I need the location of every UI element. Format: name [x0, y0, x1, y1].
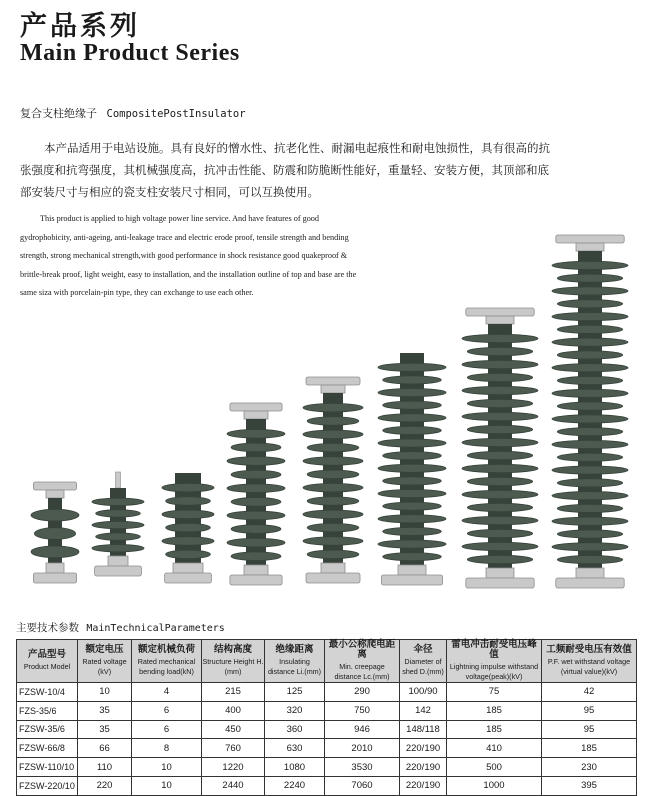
table-cell: 185	[447, 720, 542, 739]
table-cell: 2440	[202, 776, 265, 795]
column-header-cn: 产品型号	[27, 649, 66, 660]
table-row	[17, 776, 637, 795]
table-cell: FZSW-35/6	[17, 720, 78, 739]
page-title-cn: 产品系列	[20, 11, 140, 42]
table-cell: 450	[202, 720, 265, 739]
column-header	[325, 640, 400, 683]
column-header-cn: 伞径	[413, 644, 433, 655]
table-cell: 220/190	[400, 776, 447, 795]
table-cell: 1080	[265, 758, 325, 777]
table-cell: 75	[447, 683, 542, 702]
table-cell: 400	[202, 701, 265, 720]
table-row	[17, 701, 637, 720]
table-row	[17, 683, 637, 702]
table-cell: 125	[265, 683, 325, 702]
column-header-cn: 最小公称爬电距离	[328, 639, 396, 660]
column-header-en: Insulating distance Li.(mm)	[267, 657, 322, 676]
table-cell: 4	[132, 683, 202, 702]
column-header	[542, 640, 637, 683]
column-header	[447, 640, 542, 683]
table-cell: 66	[78, 739, 132, 758]
table-cell: FZSW-10/4	[17, 683, 78, 702]
column-header	[132, 640, 202, 683]
table-cell: 630	[265, 739, 325, 758]
table-cell: 395	[542, 776, 637, 795]
table-cell: 290	[325, 683, 400, 702]
table-cell: 1220	[202, 758, 265, 777]
table-title-en: MainTechnicalParameters	[86, 623, 225, 634]
table-cell: 7060	[325, 776, 400, 795]
table-title-cn: 主要技术参数	[16, 622, 79, 634]
column-header-en: Min. creepage distance Lc.(mm)	[334, 662, 390, 681]
table-cell: 3530	[325, 758, 400, 777]
insulator-photo	[0, 230, 650, 610]
table-cell: 760	[202, 739, 265, 758]
column-header-en: Rated mechanical bending load(kN)	[137, 657, 196, 676]
column-header-en: P.F. wet withstand voltage (virtual value)(kV)	[547, 657, 631, 676]
table-cell: 100/90	[400, 683, 447, 702]
table-cell: 8	[132, 739, 202, 758]
table-cell: 42	[542, 683, 637, 702]
column-header	[400, 640, 447, 683]
table-body	[17, 683, 637, 796]
table-cell: 185	[447, 701, 542, 720]
description-cn: 本产品适用于电站设施。具有良好的憎水性、抗老化性、耐漏电起痕性和耐电蚀损性，具有很高的抗张强度和抗弯强度，其机械强度高，抗冲击性能、防震和防脆断性能好，重量轻、安装方便，其顶部和底部安装尺寸与相应的瓷支柱安装尺寸相同，可以互换使用。	[20, 141, 550, 199]
table-cell: 230	[542, 758, 637, 777]
parameters-table	[16, 639, 637, 796]
table-cell: 2010	[325, 739, 400, 758]
table-cell: 142	[400, 701, 447, 720]
column-header	[17, 640, 78, 683]
table-cell: 946	[325, 720, 400, 739]
column-header-cn: 绝缘距离	[275, 644, 314, 655]
table-cell: 95	[542, 701, 637, 720]
column-header-en: Diameter of shed D.(mm)	[402, 657, 444, 676]
table-row	[17, 739, 637, 758]
column-header-en: Product Model	[23, 662, 71, 671]
column-header-cn: 结构高度	[213, 644, 252, 655]
table-cell: 6	[132, 701, 202, 720]
column-header-en: Lightning impulse withstand voltage(peak)(kV)	[449, 662, 539, 681]
table-cell: 10	[78, 683, 132, 702]
table-cell: 148/118	[400, 720, 447, 739]
column-header	[78, 640, 132, 683]
table-cell: 10	[132, 776, 202, 795]
table-cell: FZSW-66/8	[17, 739, 78, 758]
table-cell: 215	[202, 683, 265, 702]
description-en: This product is applied to high voltage power line service. And have features of good gydrophobicity, anti-ageing, anti-leakage trace and electric erode proof, tensile strength and bending strength, strong mechanical strength,with good performance in shock resistance good quakeproof & brittle-break proof, light weight, easy to installation, and the installation outline of top and base are the same siza with porcelain-pin type, they can exchange to use each other.	[20, 214, 357, 298]
table-cell: 185	[542, 739, 637, 758]
table-cell: 6	[132, 720, 202, 739]
table-cell: FZS-35/6	[17, 701, 78, 720]
table-cell: 10	[132, 758, 202, 777]
table-cell: FZSW-110/10	[17, 758, 78, 777]
column-header-en: Rated voltage (kV)	[82, 657, 127, 676]
table-cell: 220/190	[400, 758, 447, 777]
column-header	[265, 640, 325, 683]
insulator-icon	[31, 235, 628, 588]
column-header-cn: 工频耐受电压有效值	[546, 644, 632, 655]
section-subtitle-cn: 复合支柱绝缘子	[20, 107, 97, 120]
table-cell: 1000	[447, 776, 542, 795]
table-cell: 220	[78, 776, 132, 795]
table-cell: 220/190	[400, 739, 447, 758]
table-row	[17, 720, 637, 739]
table-cell: 750	[325, 701, 400, 720]
table-cell: 2240	[265, 776, 325, 795]
table-cell: 410	[447, 739, 542, 758]
column-header-cn: 额定机械负荷	[137, 644, 195, 655]
section-subtitle	[20, 105, 246, 121]
page-title-en: Main Product Series	[20, 40, 240, 66]
table-cell: 360	[265, 720, 325, 739]
table-row	[17, 758, 637, 777]
table-cell: 320	[265, 701, 325, 720]
table-cell: 110	[78, 758, 132, 777]
table-header-row	[17, 640, 637, 683]
section-subtitle-en: CompositePostInsulator	[106, 108, 246, 120]
column-header-cn: 额定电压	[85, 644, 124, 655]
column-header	[202, 640, 265, 683]
table-title	[16, 620, 225, 635]
column-header-en: Structure Height H.(mm)	[202, 657, 264, 676]
table-cell: 95	[542, 720, 637, 739]
table-cell: 500	[447, 758, 542, 777]
column-header-cn: 雷电冲击耐受电压峰值	[451, 639, 537, 660]
table-cell: FZSW-220/10	[17, 776, 78, 795]
table-cell: 35	[78, 701, 132, 720]
table-cell: 35	[78, 720, 132, 739]
